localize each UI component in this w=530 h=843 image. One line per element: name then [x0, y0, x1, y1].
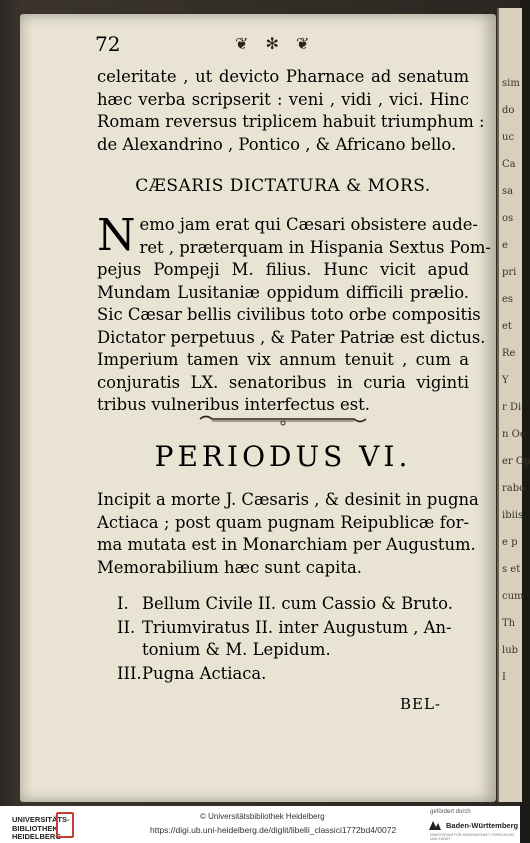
next-page-fragment: e p	[502, 537, 518, 548]
list-item-text: Pugna Actiaca.	[142, 664, 267, 683]
next-page-fragment: sa	[502, 186, 514, 197]
next-page-fragment: et	[502, 321, 512, 332]
list-item-number: II.	[117, 618, 136, 637]
text-line: emo jam erat qui Cæsari obsistere aude-	[139, 215, 478, 234]
list-item	[117, 617, 469, 661]
text-line: Actiaca ; post quam pugnam Reipublicæ for-	[97, 512, 469, 532]
drop-cap: N	[97, 210, 136, 261]
next-page-fragment: cum	[502, 591, 524, 602]
next-page-fragment: Th	[502, 618, 516, 629]
funded-by-label: gefördert durch	[430, 809, 471, 815]
list-item-text: Triumviratus II. inter Augustum , An-	[142, 618, 452, 637]
period-paragraph	[97, 489, 479, 579]
next-page-fragment: uc	[502, 132, 515, 143]
next-page-fragment: s et	[502, 564, 521, 575]
next-page-fragment: n Oc	[502, 429, 526, 440]
section-paragraph	[97, 210, 491, 417]
permalink-url[interactable]: https://digi.ub.uni-heidelberg.de/diglit/libelli_classici1772bd4/0072	[150, 825, 397, 835]
next-page-fragment: Y	[502, 375, 509, 386]
baden-wuerttemberg-logo-icon	[428, 819, 442, 831]
text-line: hæc verba scripserit : veni , vidi , vici. Hinc	[97, 89, 469, 109]
decorative-rule-icon	[196, 412, 370, 426]
next-page-fragment: I	[502, 672, 506, 683]
text-line: Mundam Lusitaniæ oppidum difficili prælio.	[97, 282, 469, 302]
text-line: celeritate , ut devicto Pharnace ad senatum	[97, 67, 469, 86]
chapter-list	[117, 593, 469, 687]
list-item	[117, 593, 469, 615]
text-line: pejus Pompeji M. filius. Hunc vicit apud	[97, 260, 469, 279]
text-line: Imperium tamen vix annum tenuit , cum a	[97, 350, 469, 369]
top-paragraph	[97, 66, 485, 156]
sponsor-name[interactable]: Baden-Württemberg	[446, 821, 519, 830]
next-page-fragment: pri	[502, 267, 517, 278]
text-line: Sic Cæsar bellis civilibus toto orbe compositis	[97, 305, 481, 324]
list-item-text: Bellum Civile II. cum Cassio & Bruto.	[142, 594, 453, 613]
next-page-fragment: Re	[502, 348, 516, 359]
list-item-line	[117, 617, 469, 639]
text-line: de Alexandrino , Pontico , & Africano bello.	[97, 134, 457, 154]
list-item	[117, 663, 469, 685]
library-seal-icon	[56, 812, 74, 838]
next-page-fragment: r Di	[502, 402, 522, 413]
next-page-fragment: ibiis	[502, 510, 524, 521]
text-line: conjuratis LX. senatoribus in curia viginti	[97, 372, 469, 392]
catchword: BEL-	[400, 695, 442, 713]
text-line: Incipit a morte J. Cæsaris , & desinit in pugna	[97, 490, 479, 509]
next-page-fragment: e	[502, 240, 508, 251]
text-line: Dictator perpetuus , & Pater Patriæ est dictus.	[97, 327, 486, 347]
footer-bar	[0, 806, 520, 843]
text-line: tribus vulneribus interfectus est.	[97, 395, 370, 414]
list-item-text: tonium & M. Lepidum.	[142, 640, 331, 659]
list-item-line	[117, 663, 469, 685]
page-number: 72	[95, 32, 121, 56]
list-item-number: I.	[117, 594, 129, 613]
next-page-fragment: sim	[502, 78, 520, 89]
next-page-fragment: os	[502, 213, 514, 224]
section-heading: CÆSARIS DICTATURA & MORS.	[135, 176, 431, 196]
next-page-fragment: er Op	[502, 456, 530, 467]
sponsor-subtitle: MINISTERIUM FÜR WISSENSCHAFT, FORSCHUNG UND KUNST	[430, 833, 515, 841]
copyright-text: © Universitätsbibliothek Heidelberg	[200, 812, 325, 821]
list-item-line	[117, 639, 469, 661]
library-name-line3: HEIDELBERG	[12, 832, 62, 841]
period-heading: PERIODUS VI.	[154, 440, 412, 473]
library-name-line2: BIBLIOTHEK	[12, 823, 58, 833]
next-page-fragment: Ca	[502, 159, 516, 170]
header-ornament-icon: ❦ ✻ ❦	[235, 34, 316, 53]
next-page-edge	[497, 8, 530, 802]
text-line: Romam reversus triplicem habuit triumphum :	[97, 112, 485, 131]
next-page-fragment: es	[502, 294, 514, 305]
text-line: ret , præterquam in Hispania Sextus Pom-	[139, 237, 491, 257]
list-item-line	[117, 593, 469, 615]
next-page-fragment: lub	[502, 645, 519, 656]
text-line: Memorabilium hæc sunt capita.	[97, 557, 362, 577]
page-header	[95, 32, 475, 58]
library-name-line1: UNIVERSITÄTS-	[12, 815, 70, 824]
next-page-fragment: rabo	[502, 483, 526, 494]
list-item-number: III.	[117, 664, 142, 683]
next-page-fragment: do	[502, 105, 515, 116]
text-line: ma mutata est in Monarchiam per Augustum.	[97, 535, 476, 554]
